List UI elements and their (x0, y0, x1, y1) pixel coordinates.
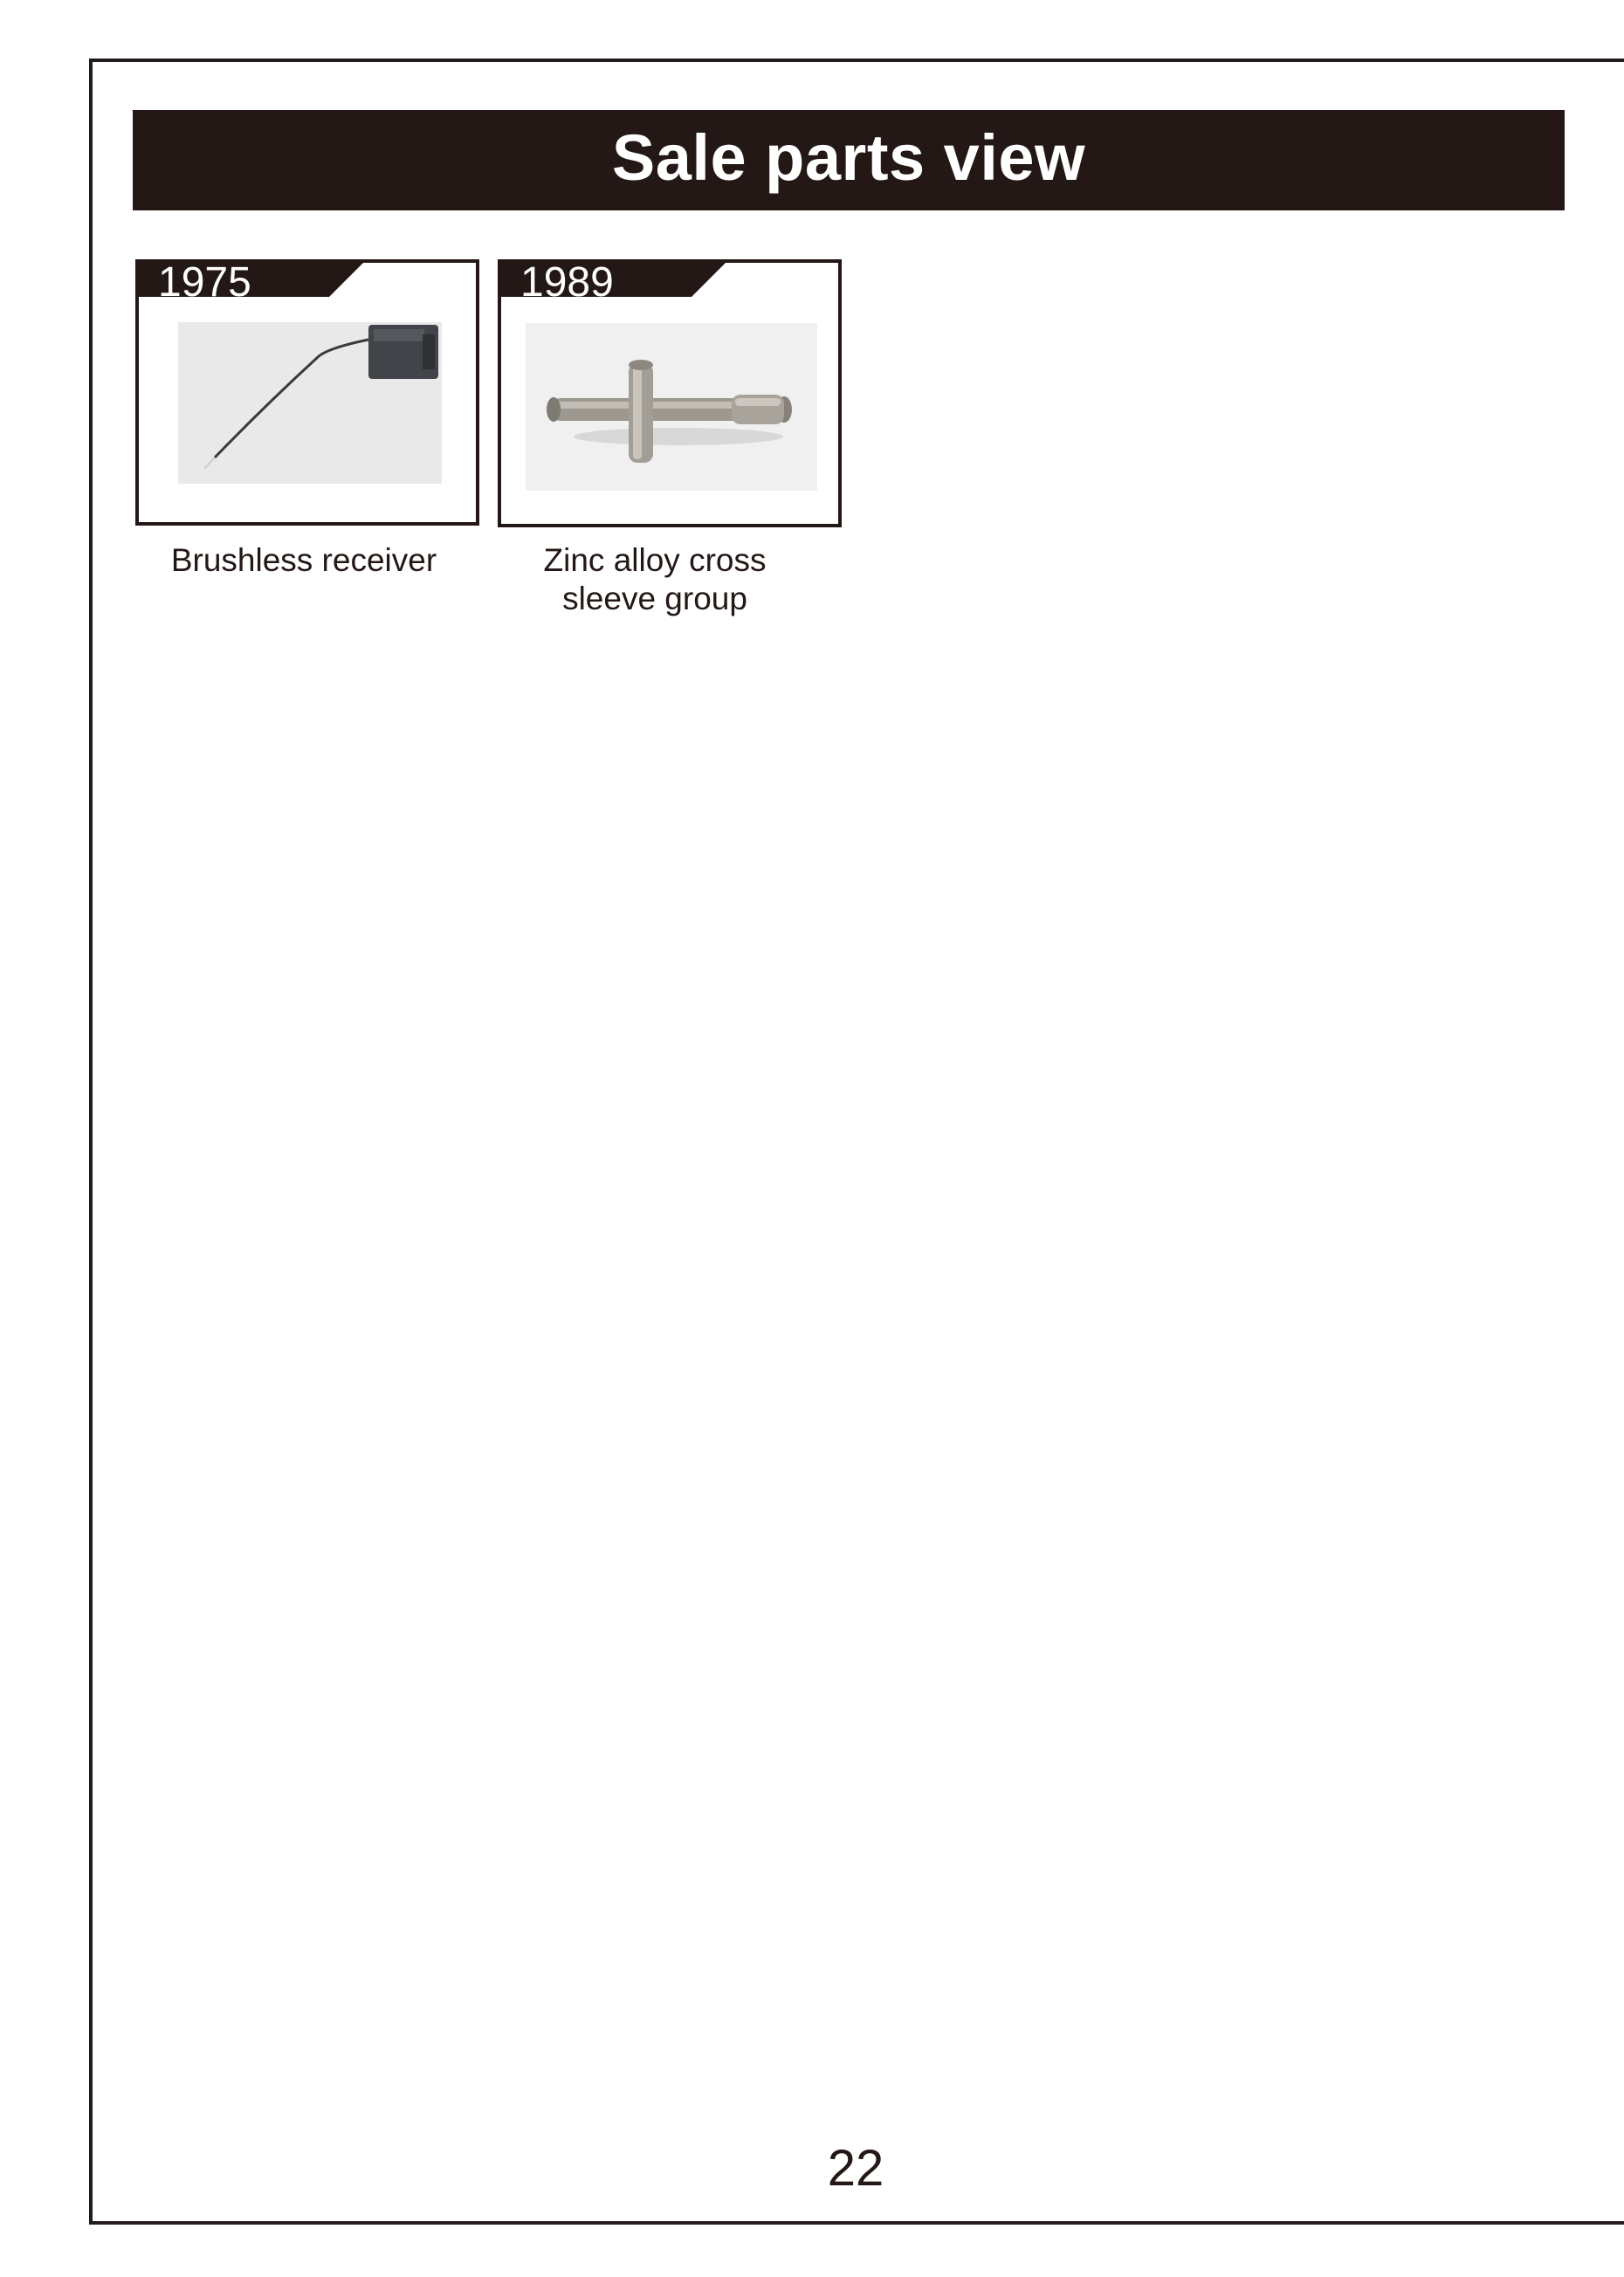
page-number: 22 (827, 2140, 884, 2197)
part-number: 1975 (158, 259, 251, 306)
part-card-1989 (498, 259, 842, 527)
part-name: Brushless receiver (170, 542, 437, 578)
part-name: Zinc alloy cross sleeve group (543, 542, 767, 616)
cross-wrench-photo (526, 323, 817, 491)
title-bar (133, 110, 1565, 210)
receiver-photo (178, 322, 442, 484)
part-number: 1989 (520, 259, 614, 306)
page-title: Sale parts view (611, 121, 1086, 194)
part-number-tab (139, 259, 363, 306)
part-card-1975 (135, 259, 479, 526)
part-number-tab (501, 259, 726, 306)
